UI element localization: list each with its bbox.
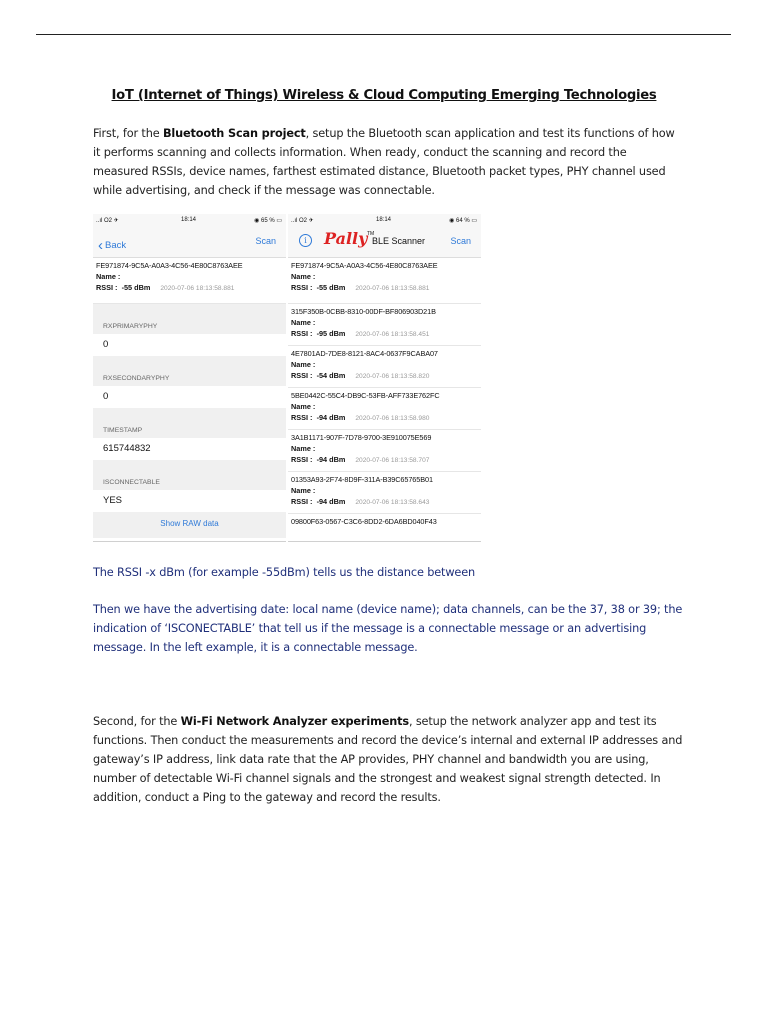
rssi-value: -54 dBm — [316, 371, 346, 380]
header-rule — [36, 34, 731, 35]
paragraph-text: , setup the Bluetooth scan application and test its functions of how it performs scanning and collects information. When ready, conduct the scanning and record the measured RSSIs, device names, farthest estimated distance, Bluetooth packet types, PHY channel used while advertising, and check if the message was connectable. — [93, 127, 675, 197]
list-item[interactable] — [288, 472, 481, 514]
battery-indicator: ◉ 65 % ▭ — [254, 218, 282, 224]
rssi-value: -55 dBm — [316, 283, 346, 292]
field-header-isconnectable: ISCONNECTABLE — [93, 460, 286, 490]
rssi-value: -94 dBm — [316, 455, 346, 464]
battery-indicator: ◉ 64 % ▭ — [449, 218, 477, 224]
rssi-label: RSSI : — [291, 283, 313, 292]
device-rssi — [291, 328, 478, 341]
rssi-timestamp: 2020-07-06 18:13:58.643 — [355, 499, 430, 506]
field-header-timestamp: TIMESTAMP — [93, 408, 286, 438]
show-raw-data-button[interactable]: Show RAW data — [93, 512, 286, 538]
device-id: 4E7801AD-7DE8-8121-8AC4-0637F9CABA07 — [291, 349, 438, 358]
carrier-indicator: ..ıl O2 ✈ — [96, 218, 119, 224]
screenshot-device-detail — [93, 214, 286, 542]
rssi-label: RSSI : — [291, 455, 313, 464]
device-name-label: Name : — [291, 360, 316, 369]
device-name-label: Name : — [291, 318, 316, 327]
device-summary — [93, 258, 286, 304]
field-value-timestamp: 615744832 — [103, 443, 151, 454]
rssi-timestamp: 2020-07-06 18:13:58.707 — [355, 457, 430, 464]
field-value-rxprimaryphy: 0 — [103, 339, 109, 350]
chevron-left-icon: ‹ — [98, 237, 103, 254]
device-id: 5BE0442C-55C4-DB9C-53FB-AFF733E762FC — [291, 391, 440, 400]
rssi-label: RSSI : — [291, 329, 313, 338]
rssi-timestamp: 2020-07-06 18:13:58.451 — [355, 331, 430, 338]
app-title: BLE Scanner — [372, 236, 426, 246]
list-item[interactable] — [288, 388, 481, 430]
field-value-rxsecondaryphy: 0 — [103, 391, 109, 402]
list-item[interactable] — [288, 258, 481, 304]
device-list — [288, 258, 481, 514]
device-name-label: Name : — [291, 402, 316, 411]
paragraph-text: , setup the network analyzer app and test its functions. Then conduct the measurements and record the device’s internal and external IP addresses and gateway’s IP address, link data rate that the AP provides, PHY channel and bandwidth you are using, number of detectable Wi-Fi channel signals and the strongest and weakest signal strength detected. In addition, conduct a Ping to the gateway and record the results. — [93, 715, 683, 804]
scan-button[interactable]: Scan — [450, 236, 471, 246]
paragraph-text: First, for the — [93, 127, 163, 140]
rssi-timestamp: 2020-07-06 18:13:58.980 — [355, 415, 430, 422]
wifi-project-label: Wi-Fi Network Analyzer experiments — [180, 715, 409, 728]
rssi-value: -94 dBm — [316, 497, 346, 506]
nav-bar — [93, 227, 286, 258]
device-id: FE971874-9C5A-A0A3-4C56-4E80C8763AEE — [96, 261, 243, 270]
field-header-rxprimaryphy: RXPRIMARYPHY — [93, 304, 286, 334]
list-item[interactable] — [288, 346, 481, 388]
field-value-isconnectable: YES — [103, 495, 123, 506]
device-rssi — [291, 412, 478, 425]
list-item[interactable] — [288, 430, 481, 472]
note-rssi: The RSSI -x dBm (for example -55dBm) tells us the distance between — [93, 566, 476, 579]
rssi-label: RSSI : — [291, 497, 313, 506]
device-id: 315F350B-0CBB-8310-00DF-BF806903D21B — [291, 307, 436, 316]
carrier-indicator: ..ıl O2 ✈ — [291, 218, 314, 224]
paragraph-text: Second, for the — [93, 715, 181, 728]
status-time: 18:14 — [376, 217, 392, 223]
rssi-label: RSSI : — [291, 413, 313, 422]
device-rssi — [291, 282, 478, 295]
device-id: 09800F63-0567-C3C6-8DD2-6DA6BD040F43 — [291, 517, 437, 526]
status-bar — [93, 214, 286, 227]
rssi-timestamp: 2020-07-06 18:13:58.820 — [355, 373, 430, 380]
nav-bar — [288, 227, 481, 258]
rssi-timestamp: 2020-07-06 18:13:58.881 — [160, 285, 235, 292]
device-id: 3A1B1171-907F-7D78-9700-3E910075E569 — [291, 433, 432, 442]
rssi-label: RSSI : — [291, 371, 313, 380]
back-label: Back — [105, 240, 127, 251]
paragraph-bluetooth-task — [93, 124, 683, 200]
paragraph-wifi-task — [93, 712, 683, 807]
rssi-value: -94 dBm — [316, 413, 346, 422]
device-name-label: Name : — [96, 272, 121, 281]
device-name-label: Name : — [291, 486, 316, 495]
info-icon[interactable]: i — [299, 234, 312, 247]
note-advertising-data: Then we have the advertising date: local name (device name); data channels, can be the 37, 38 or 39; the indication of ‘ISCONECTABLE’ that tell us if the message is a connectable message or an advertising message. In the left example, it is a connectable message. — [93, 603, 683, 654]
bluetooth-project-label: Bluetooth Scan project — [162, 127, 306, 140]
back-button[interactable] — [98, 235, 126, 252]
device-id: 01353A93-2F74-8D9F-311A-B39C65765B01 — [291, 475, 433, 484]
device-id: FE971874-9C5A-A0A3-4C56-4E80C8763AEE — [291, 261, 438, 270]
device-rssi — [291, 454, 478, 467]
rssi-timestamp: 2020-07-06 18:13:58.881 — [355, 285, 430, 292]
rssi-label: RSSI : — [96, 283, 118, 292]
status-time: 18:14 — [181, 217, 197, 223]
list-item[interactable] — [288, 304, 481, 346]
device-rssi — [291, 496, 478, 509]
rssi-value: -95 dBm — [316, 329, 346, 338]
rssi-value: -55 dBm — [121, 283, 151, 292]
list-item[interactable] — [288, 514, 481, 542]
document-title: IoT (Internet of Things) Wireless & Cloud Computing Emerging Technologies — [111, 88, 657, 103]
scan-button[interactable]: Scan — [255, 236, 276, 246]
status-bar — [288, 214, 481, 227]
device-rssi — [96, 282, 283, 295]
field-header-rxsecondaryphy: RXSECONDARYPHY — [93, 356, 286, 386]
device-rssi — [291, 370, 478, 383]
trademark-mark: TM — [367, 231, 375, 237]
screenshot-device-list — [288, 214, 481, 542]
pally-logo: Pally — [324, 229, 368, 248]
device-name-label: Name : — [291, 444, 316, 453]
device-name-label: Name : — [291, 272, 316, 281]
